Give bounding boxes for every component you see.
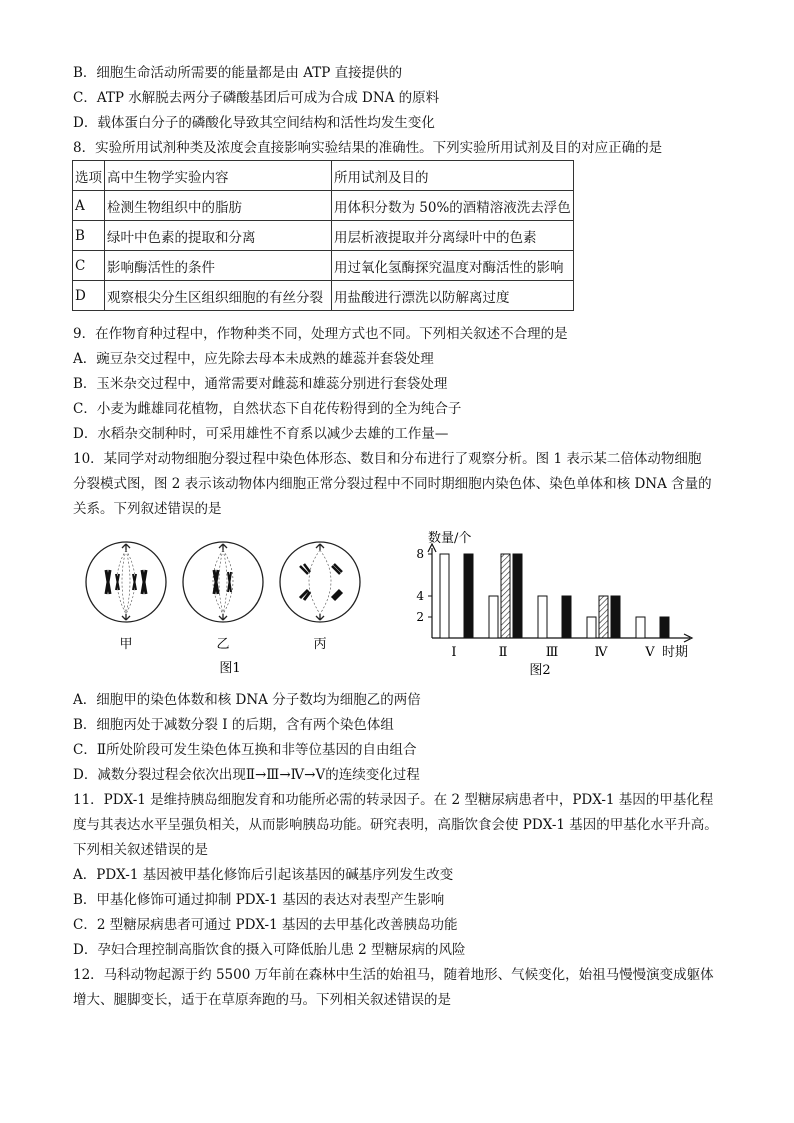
chart-y-axis-label: 数量/个 bbox=[428, 531, 472, 546]
table-cell: 观察根尖分生区组织细胞的有丝分裂 bbox=[105, 281, 332, 311]
cell-label-jia: 甲 bbox=[119, 637, 133, 652]
figure-2-caption: 图2 bbox=[529, 663, 551, 678]
cell-yi-diagram bbox=[183, 542, 263, 622]
bar-series-1-1 bbox=[440, 554, 449, 638]
q10-stem-line1: 10．某同学对动物细胞分裂过程中染色体形态、数目和分布进行了观察分析。图 1 表示某二倍体动物细胞 bbox=[73, 451, 702, 467]
figure-1-caption: 图1 bbox=[219, 661, 241, 676]
table-row bbox=[73, 281, 574, 311]
q11-option-b: B．甲基化修饰可通过抑制 PDX-1 基因的表达对表型产生影响 bbox=[73, 892, 445, 908]
y-tick-label: 2 bbox=[416, 610, 424, 624]
q9-option-d: D．水稻杂交制种时，可采用雄性不育系以减少去雄的工作量— bbox=[73, 426, 449, 442]
q7-option-d: D．载体蛋白分子的磷酸化导致其空间结构和活性均发生变化 bbox=[73, 115, 435, 131]
cell-bing-diagram bbox=[280, 542, 360, 622]
q10-option-c: C．Ⅱ所处阶段可发生染色体互换和非等位基因的自由组合 bbox=[73, 742, 417, 758]
q10-option-b: B．细胞丙处于减数分裂 I 的后期，含有两个染色体组 bbox=[73, 717, 394, 733]
figure-2-bar-chart bbox=[400, 528, 710, 683]
table-cell: 用层析液提取并分离绿叶中的色素 bbox=[332, 221, 574, 251]
x-category-label: Ⅱ bbox=[498, 645, 508, 660]
q10-stem-line3: 关系。下列叙述错误的是 bbox=[73, 501, 222, 517]
table-header-cell: 选项 bbox=[73, 161, 105, 191]
q8-stem: 8．实验所用试剂种类及浓度会直接影响实验结果的准确性。下列实验所用试剂及目的对应正确的是 bbox=[73, 140, 663, 156]
q11-stem-line2: 度与其表达水平呈强负相关，从而影响胰岛功能。研究表明，高脂饮食会使 PDX-1 基因的甲基化水平升高。 bbox=[73, 817, 718, 833]
bar-series-2-2 bbox=[501, 554, 510, 638]
bar-series-3-5 bbox=[660, 617, 669, 638]
bar-series-1-4 bbox=[587, 617, 596, 638]
bar-series-3-2 bbox=[513, 554, 522, 638]
table-cell: 用体积分数为 50%的酒精溶液洗去浮色 bbox=[332, 191, 574, 221]
q8-table bbox=[72, 160, 574, 311]
table-cell: 检测生物组织中的脂肪 bbox=[105, 191, 332, 221]
cell-label-bing: 丙 bbox=[313, 637, 327, 652]
table-cell: A bbox=[73, 191, 105, 221]
x-category-label: Ⅴ bbox=[645, 645, 655, 660]
table-row bbox=[73, 251, 574, 281]
q11-option-d: D．孕妇合理控制高脂饮食的摄入可降低胎儿患 2 型糖尿病的风险 bbox=[73, 942, 466, 958]
q11-option-c: C．2 型糖尿病患者可通过 PDX-1 基因的去甲基化改善胰岛功能 bbox=[73, 917, 458, 933]
table-cell: 用过氧化氢酶探究温度对酶活性的影响 bbox=[332, 251, 574, 281]
bar-series-1-5 bbox=[636, 617, 645, 638]
y-tick-label: 4 bbox=[416, 589, 424, 603]
q9-option-b: B．玉米杂交过程中，通常需要对雌蕊和雄蕊分别进行套袋处理 bbox=[73, 376, 448, 392]
q11-option-a: A．PDX-1 基因被甲基化修饰后引起该基因的碱基序列发生改变 bbox=[73, 867, 454, 883]
y-tick-label: 8 bbox=[416, 547, 424, 561]
table-cell: 绿叶中色素的提取和分离 bbox=[105, 221, 332, 251]
bar-series-3-4 bbox=[611, 596, 620, 638]
table-cell: D bbox=[73, 281, 105, 311]
chart-x-axis-label: 时期 bbox=[662, 645, 689, 660]
x-category-label: Ⅰ bbox=[451, 645, 457, 660]
table-row bbox=[73, 191, 574, 221]
q9-option-c: C．小麦为雌雄同花植物，自然状态下自花传粉得到的全为纯合子 bbox=[73, 401, 462, 417]
bar-series-2-4 bbox=[599, 596, 608, 638]
q10-option-d: D．减数分裂过程会依次出现Ⅱ→Ⅲ→Ⅳ→Ⅴ的连续变化过程 bbox=[73, 767, 420, 783]
table-cell: B bbox=[73, 221, 105, 251]
bar-series-3-3 bbox=[562, 596, 571, 638]
table-row bbox=[73, 221, 574, 251]
table-cell: 影响酶活性的条件 bbox=[105, 251, 332, 281]
table-header-row bbox=[73, 161, 574, 191]
x-category-label: Ⅳ bbox=[594, 645, 608, 660]
q12-stem-line2: 增大、腿脚变长，适于在草原奔跑的马。下列相关叙述错误的是 bbox=[73, 992, 451, 1008]
cell-jia-diagram bbox=[86, 542, 166, 622]
q7-option-b: B．细胞生命活动所需要的能量都是由 ATP 直接提供的 bbox=[73, 65, 403, 81]
bar-series-1-2 bbox=[489, 596, 498, 638]
table-cell: 用盐酸进行漂洗以防解离过度 bbox=[332, 281, 574, 311]
bar-series-1-3 bbox=[538, 596, 547, 638]
x-category-label: Ⅲ bbox=[545, 645, 559, 660]
q12-stem-line1: 12．马科动物起源于约 5500 万年前在森林中生活的始祖马，随着地形、气候变化，始祖马慢慢演变成躯体 bbox=[73, 967, 714, 983]
figure-1-cell-diagrams bbox=[78, 530, 378, 680]
table-header-cell: 所用试剂及目的 bbox=[332, 161, 574, 191]
q9-option-a: A．豌豆杂交过程中，应先除去母本未成熟的雄蕊并套袋处理 bbox=[73, 351, 434, 367]
q7-option-c: C．ATP 水解脱去两分子磷酸基团后可成为合成 DNA 的原料 bbox=[73, 90, 440, 106]
q11-stem-line3: 下列相关叙述错误的是 bbox=[73, 842, 208, 858]
q11-stem-line1: 11．PDX-1 是维持胰岛细胞发育和功能所必需的转录因子。在 2 型糖尿病患者中，PDX-1 基因的甲基化程 bbox=[73, 792, 714, 808]
q10-option-a: A．细胞甲的染色体数和核 DNA 分子数均为细胞乙的两倍 bbox=[73, 692, 421, 708]
cell-label-yi: 乙 bbox=[216, 637, 230, 652]
q9-stem: 9．在作物育种过程中，作物种类不同，处理方式也不同。下列相关叙述不合理的是 bbox=[73, 326, 568, 342]
table-cell: C bbox=[73, 251, 105, 281]
bar-series-3-1 bbox=[464, 554, 473, 638]
table-header-cell: 高中生物学实验内容 bbox=[105, 161, 332, 191]
q10-stem-line2: 分裂模式图，图 2 表示该动物体内细胞正常分裂过程中不同时期细胞内染色体、染色单体和核 DNA 含量的 bbox=[73, 476, 712, 492]
